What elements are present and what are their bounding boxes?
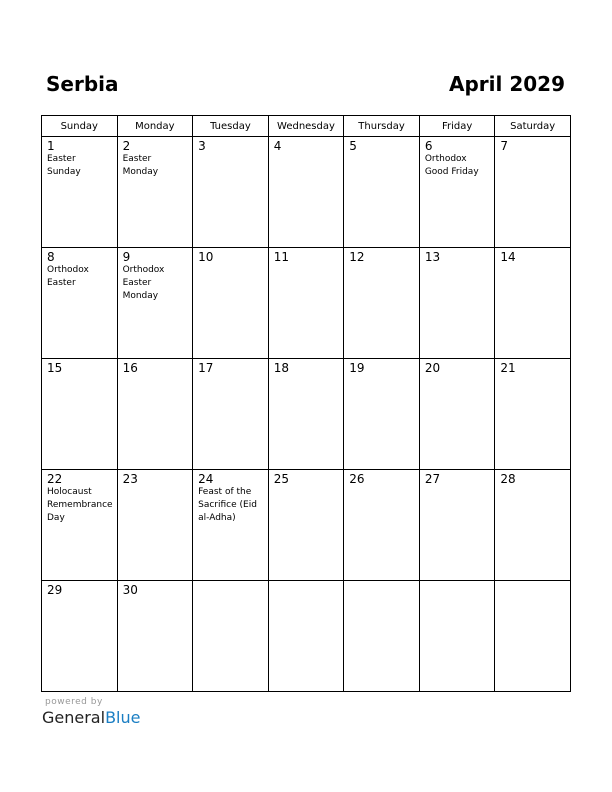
day-number: 19 xyxy=(349,361,365,375)
day-number: 23 xyxy=(122,472,138,486)
calendar-day-cell xyxy=(193,359,269,470)
day-number: 3 xyxy=(198,139,206,153)
country-title: Serbia xyxy=(46,72,119,96)
day-number: 26 xyxy=(349,472,365,486)
day-number: 29 xyxy=(47,583,63,597)
calendar-day-cell xyxy=(344,581,420,692)
day-number: 2 xyxy=(122,139,131,153)
calendar-day-cell xyxy=(42,359,118,470)
calendar-day-cell xyxy=(117,248,193,359)
day-number: 15 xyxy=(47,361,63,375)
weekday-header: Sunday xyxy=(42,116,118,137)
day-number: 18 xyxy=(273,361,289,375)
calendar-day-cell xyxy=(42,248,118,359)
calendar-day-cell xyxy=(419,359,495,470)
day-number: 9 xyxy=(122,250,131,264)
calendar-week-row xyxy=(42,359,571,470)
calendar-day-cell xyxy=(495,359,571,470)
calendar-day-cell xyxy=(495,470,571,581)
day-number: 21 xyxy=(500,361,516,375)
holiday-label: Easter Monday xyxy=(122,154,159,177)
calendar-day-cell xyxy=(268,581,344,692)
generalblue-logo[interactable] xyxy=(42,708,140,728)
day-number: 20 xyxy=(424,361,441,375)
holiday-label: Easter Sunday xyxy=(47,154,81,177)
month-year-title: April 2029 xyxy=(449,72,565,96)
calendar-day-cell xyxy=(344,470,420,581)
holiday-label: Feast of the Sacrifice (Eid al-Adha) xyxy=(198,487,257,523)
calendar-day-cell xyxy=(268,359,344,470)
calendar-day-cell xyxy=(193,470,269,581)
brand-general-text: General xyxy=(42,708,106,727)
powered-by-label: powered by xyxy=(45,697,103,707)
calendar-day-cell xyxy=(193,137,269,248)
calendar-week-row xyxy=(42,470,571,581)
day-number: 27 xyxy=(424,472,441,486)
calendar-day-cell xyxy=(344,359,420,470)
calendar-day-cell xyxy=(117,581,193,692)
holiday-label: Orthodox Good Friday xyxy=(424,154,479,177)
calendar-day-cell xyxy=(42,581,118,692)
calendar-day-cell xyxy=(495,581,571,692)
day-number: 24 xyxy=(198,472,214,486)
calendar-grid xyxy=(41,115,571,692)
calendar-day-cell xyxy=(193,248,269,359)
day-number: 14 xyxy=(500,250,516,264)
day-number: 4 xyxy=(273,139,282,153)
calendar-day-cell xyxy=(117,359,193,470)
day-number: 1 xyxy=(47,139,55,153)
day-number: 13 xyxy=(424,250,441,264)
calendar-day-cell xyxy=(344,248,420,359)
calendar-day-cell xyxy=(495,248,571,359)
day-number: 28 xyxy=(500,472,516,486)
day-number: 6 xyxy=(424,139,433,153)
calendar-week-row xyxy=(42,248,571,359)
day-number: 5 xyxy=(349,139,357,153)
calendar-day-cell xyxy=(268,470,344,581)
calendar-day-cell xyxy=(117,470,193,581)
calendar-week-row xyxy=(42,137,571,248)
weekday-header: Monday xyxy=(117,116,193,137)
calendar-day-cell xyxy=(42,470,118,581)
weekday-header-row xyxy=(42,116,571,137)
calendar-day-cell xyxy=(268,137,344,248)
day-number: 22 xyxy=(47,472,63,486)
calendar-day-cell xyxy=(419,581,495,692)
calendar-day-cell xyxy=(419,470,495,581)
holiday-label: Orthodox Easter Monday xyxy=(122,265,165,301)
day-number: 25 xyxy=(273,472,289,486)
calendar-day-cell xyxy=(193,581,269,692)
calendar-week-row xyxy=(42,581,571,692)
calendar-day-cell xyxy=(42,137,118,248)
weekday-header: Thursday xyxy=(344,116,420,137)
weekday-header: Friday xyxy=(419,116,495,137)
brand-blue-text: Blue xyxy=(105,708,141,727)
day-number: 12 xyxy=(349,250,365,264)
calendar-day-cell xyxy=(117,137,193,248)
day-number: 7 xyxy=(500,139,509,153)
calendar-day-cell xyxy=(344,137,420,248)
calendar-day-cell xyxy=(268,248,344,359)
day-number: 16 xyxy=(122,361,138,375)
calendar-day-cell xyxy=(419,137,495,248)
holiday-label: Orthodox Easter xyxy=(47,265,89,288)
day-number: 10 xyxy=(198,250,214,264)
weekday-header: Wednesday xyxy=(268,116,344,137)
calendar-day-cell xyxy=(419,248,495,359)
calendar-day-cell xyxy=(495,137,571,248)
day-number: 8 xyxy=(47,250,55,264)
weekday-header: Saturday xyxy=(495,116,571,137)
day-number: 11 xyxy=(273,250,289,264)
day-number: 30 xyxy=(122,583,138,597)
holiday-label: Holocaust Remembrance Day xyxy=(47,487,113,523)
day-number: 17 xyxy=(198,361,214,375)
weekday-header: Tuesday xyxy=(193,116,269,137)
